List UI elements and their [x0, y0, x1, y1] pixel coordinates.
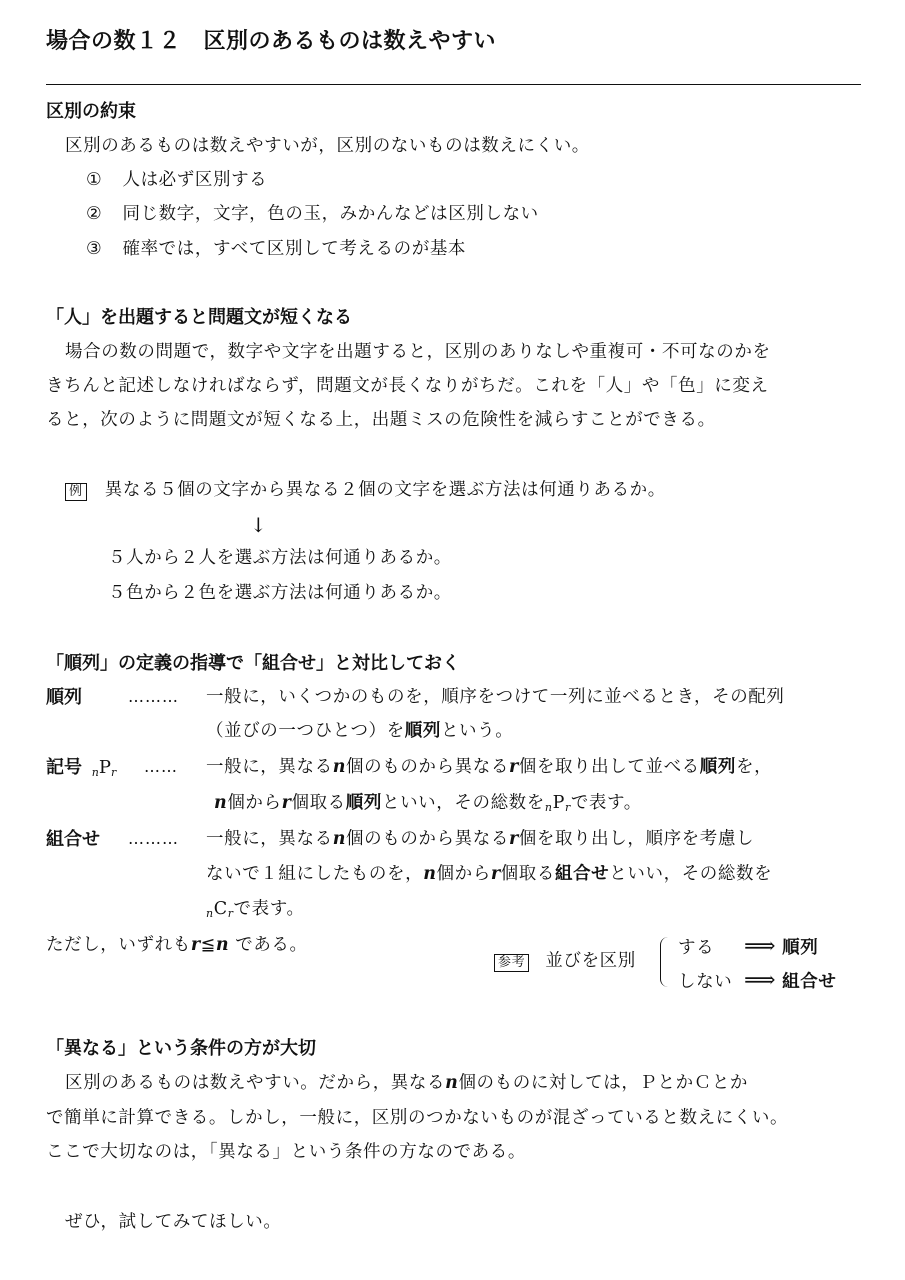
text: ないで１組にしたものを， [206, 864, 424, 884]
implies-arrow-icon: ⟹ [744, 968, 777, 993]
symbol-P: P [552, 793, 565, 813]
var-r: r [190, 935, 201, 955]
example-alt: ５人から２人を選ぶ方法は何通りあるか。 [108, 548, 452, 568]
list-text: 確率では，すべて区別して考えるのが基本 [122, 239, 467, 259]
emphasis: 順列 [699, 757, 736, 777]
implies-arrow-icon: ⟹ [744, 934, 777, 959]
text: 個から [436, 864, 491, 884]
emphasis: 組合せ [782, 972, 837, 992]
definition-line [206, 723, 513, 741]
text: （並びの一つひとつ）を [206, 721, 405, 741]
section-heading-definition: 「順列」の定義の指導で「組合せ」と対比しておく [46, 653, 460, 674]
var-r: r [508, 757, 519, 777]
text: 個のものから異なる [346, 829, 509, 849]
var-n: n [215, 935, 230, 955]
text: 一般に，異なる [206, 829, 333, 849]
term-symbol [46, 759, 116, 778]
var-n: n [214, 793, 228, 813]
term-combination: 組合せ [46, 829, 100, 850]
symbol-label: 記号 [46, 757, 82, 778]
subscript-n: n [91, 766, 99, 779]
text: 個を取り出して並べる [518, 757, 700, 777]
subscript-r: r [564, 801, 571, 814]
text: といい，その総数を [381, 793, 545, 813]
reference-text: 並びを区別 [545, 951, 636, 971]
var-n: n [332, 829, 347, 849]
text: で表す。 [570, 793, 642, 813]
le-symbol: ≦ [200, 935, 216, 955]
text: 個を取り出し，順序を考慮し [518, 829, 755, 849]
list-number: ① [86, 170, 103, 190]
section-heading-person: 「人」を出題すると問題文が短くなる [46, 307, 352, 328]
text: 個取る [500, 864, 555, 884]
text: 個取る [291, 793, 346, 813]
definition-line [206, 866, 772, 884]
emphasis: 順列 [345, 793, 382, 813]
subscript-r: r [110, 766, 117, 779]
text: という。 [440, 721, 514, 741]
list-item [86, 206, 539, 224]
var-r: r [508, 829, 519, 849]
reference-row-yes [678, 936, 818, 958]
section-heading-distinction: 区別の約束 [46, 101, 136, 122]
text: する [678, 938, 715, 958]
list-item [86, 172, 267, 190]
reference-row-no [678, 970, 836, 992]
title-divider [46, 84, 861, 85]
text: を， [735, 757, 773, 777]
definition-line [206, 831, 754, 849]
emphasis: 順列 [782, 938, 819, 958]
paragraph-line: 場合の数の問題で，数字や文字を出題すると，区別のありなしや重複可・不可なのかを [65, 342, 771, 362]
var-n: n [332, 757, 347, 777]
text: 個のものから異なる [346, 757, 509, 777]
example-alt: ５色から２色を選ぶ方法は何通りあるか。 [108, 583, 452, 603]
text: ただし，いずれも [46, 935, 191, 955]
example-line [65, 482, 666, 501]
text: しない [678, 972, 733, 992]
example-text: 異なる５個の文字から異なる２個の文字を選ぶ方法は何通りあるか。 [104, 480, 666, 500]
leader-dots: ……… [128, 829, 179, 848]
list-text: 同じ数字，文字，色の玉，みかんなどは区別しない [122, 204, 539, 224]
down-arrow-icon: ↓ [250, 513, 268, 537]
paragraph-line [65, 1075, 748, 1093]
list-number: ③ [86, 239, 103, 259]
text: である。 [235, 935, 308, 955]
var-n: n [423, 864, 437, 884]
leader-dots: …… [144, 757, 178, 776]
list-number: ② [86, 204, 103, 224]
paragraph-line: ここで大切なのは，「異なる」という条件の方なのである。 [46, 1142, 526, 1162]
symbol-P: P [98, 757, 111, 778]
var-r: r [490, 864, 501, 884]
emphasis: 順列 [404, 721, 441, 741]
paragraph-line: で簡単に計算できる。しかし，一般に，区別のつかないものが混ざっていると数えにくい。 [46, 1108, 789, 1128]
definition-line: 一般に，いくつかのものを，順序をつけて一列に並べるとき，その配列 [206, 687, 785, 707]
page-title: 場合の数１２ 区別のあるものは数えやすい [46, 29, 497, 54]
paragraph-line: きちんと記述しなければならず，問題文が長くなりがちだ。これを「人」や「色」に変え [46, 376, 769, 396]
list-item [86, 241, 466, 259]
term-permutation: 順列 [46, 687, 82, 708]
reference-label: 参考 [494, 954, 529, 972]
var-n: n [445, 1073, 459, 1093]
definition-line [206, 759, 772, 777]
emphasis: 組合せ [554, 864, 610, 884]
subscript-n: n [544, 801, 553, 814]
closing-line: ぜひ，試してみてほしい。 [65, 1212, 282, 1232]
text: で表す。 [233, 899, 305, 919]
symbol-C: C [213, 899, 228, 919]
text: 一般に，異なる [206, 757, 333, 777]
section-heading-distinct: 「異なる」という条件の方が大切 [46, 1038, 316, 1059]
leader-dots: ……… [128, 687, 179, 706]
subscript-r: r [227, 907, 234, 920]
text: 区別のあるものは数えやすい。だから，異なる [65, 1073, 446, 1093]
text: といい，その総数を [609, 864, 773, 884]
list-text: 人は必ず区別する [122, 170, 268, 190]
example-label: 例 [65, 483, 87, 501]
definition-line [214, 795, 642, 813]
subscript-n: n [206, 907, 214, 920]
definition-line [206, 901, 305, 919]
brace-icon [660, 937, 669, 987]
text: 個から [227, 793, 282, 813]
paragraph-line: ると，次のように問題文が短くなる上，出題ミスの危険性を減らすことができる。 [46, 410, 716, 430]
constraint-note [46, 937, 308, 955]
reference-note [494, 953, 636, 972]
var-r: r [281, 793, 292, 813]
text: 個のものに対しては，ＰとかＣとか [458, 1073, 749, 1093]
paragraph-intro: 区別のあるものは数えやすいが，区別のないものは数えにくい。 [65, 136, 590, 156]
